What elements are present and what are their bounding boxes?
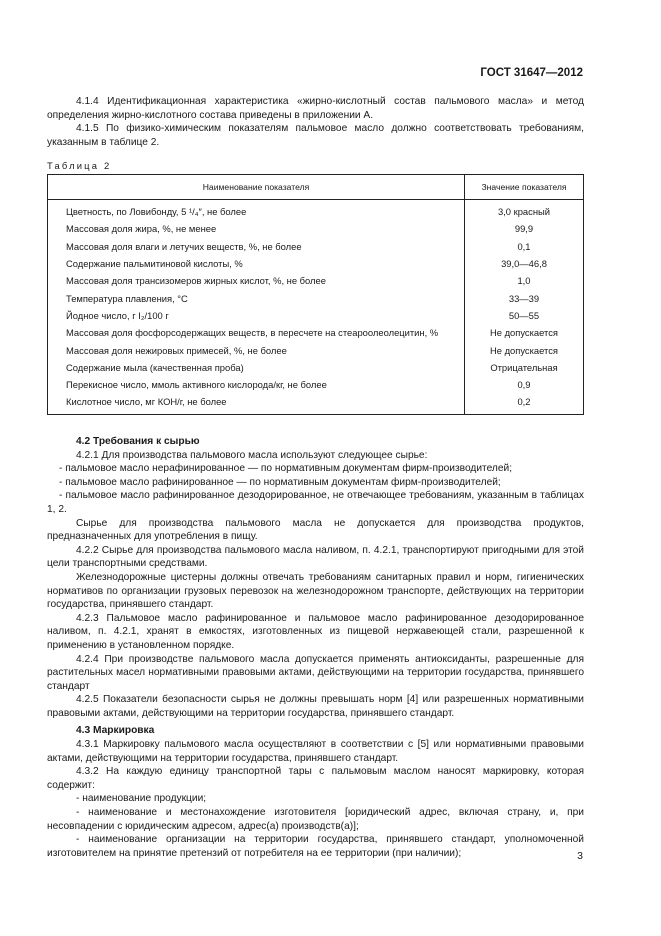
paragraph: 4.2.4 При производстве пальмового масла допускается применять антиоксиданты, разрешенные для растительных масел нормативными правовыми актами, действующими на территории государства, принявшего стандарт — [47, 653, 584, 692]
table-body — [48, 200, 584, 415]
paragraph: - наименование организации на территории государства, принявшего стандарт, уполномоченной изготовителем на принятие претензий от потребителя на ее территории (при наличии); — [47, 834, 584, 859]
paragraph: - наименование продукции; — [76, 793, 207, 805]
indicator-name: Массовая доля фосфорсодержащих веществ, в пересчете на стеароолеолецитин, % — [48, 324, 465, 341]
table-row — [48, 272, 584, 289]
paragraph: 4.3.1 Маркировку пальмового масла осуществляют в соответствии с [5] или нормативными правовыми актами, действующими на территории государства, принявшего стандарт. — [47, 739, 584, 764]
main-text — [47, 431, 584, 860]
indicator-value: 0,1 — [465, 238, 584, 255]
paragraph: Железнодорожные цистерны должны отвечать требованиям санитарных правил и норм, гигиенических нормативов по организации грузовых перевозок на железнодорожном транспорте, действующих на территории государства, принявшего стандарт. — [47, 571, 584, 611]
indicator-value: 3,0 красный — [465, 200, 584, 221]
indicator-value: 1,0 — [465, 272, 584, 289]
paragraph: 4.2.1 Для производства пальмового масла используют следующее сырье: — [76, 449, 428, 461]
table-row — [48, 255, 584, 272]
indicator-name: Массовая доля нежировых примесей, %, не более — [48, 341, 465, 358]
section-title-4-3: 4.3 Маркировка — [76, 725, 155, 737]
indicator-value: 0,9 — [465, 376, 584, 393]
column-header-name: Наименование показателя — [48, 175, 465, 200]
table-header-row — [48, 175, 584, 200]
section-title-4-2: 4.2 Требования к сырью — [76, 436, 200, 447]
table-row — [48, 376, 584, 393]
paragraph: 4.2.5 Показатели безопасности сырья не должны превышать норм [4] или разрешенных нормативными правовыми актами, действующими на территории государства, принявшего стандарт. — [47, 694, 584, 719]
indicator-name: Цветность, по Ловибонду, 5 ¹/₄″, не более — [48, 200, 465, 221]
indicator-name: Массовая доля жира, %, не менее — [48, 220, 465, 237]
indicator-value: Не допускается — [465, 324, 584, 341]
indicator-value: 39,0—46,8 — [465, 255, 584, 272]
indicator-value: Не допускается — [465, 341, 584, 358]
table-caption: Таблица 2 — [47, 160, 112, 171]
table-row — [48, 324, 584, 341]
column-header-value: Значение показателя — [465, 175, 584, 200]
table-row — [48, 200, 584, 221]
indicator-value: Отрицательная — [465, 359, 584, 376]
intro-text — [47, 95, 584, 149]
indicator-name: Содержание мыла (качественная проба) — [48, 359, 465, 376]
indicator-name: Кислотное число, мг КОН/г, не более — [48, 393, 465, 414]
table-2 — [47, 174, 584, 415]
paragraph: - пальмовое масло нерафинированное — по нормативным документам фирм-производителей; — [59, 463, 513, 475]
table-row — [48, 238, 584, 255]
document-header: ГОСТ 31647—2012 — [480, 67, 583, 79]
indicator-name: Содержание пальмитиновой кислоты, % — [48, 255, 465, 272]
table-row — [48, 359, 584, 376]
paragraph: - пальмовое масло рафинированное дезодорированное, не отвечающее требованиям, указанным в таблицах 1, 2. — [47, 490, 584, 515]
table-row — [48, 220, 584, 237]
table-row — [48, 289, 584, 306]
indicator-value: 33—39 — [465, 289, 584, 306]
indicator-value: 0,2 — [465, 393, 584, 414]
indicator-name: Массовая доля влаги и летучих веществ, %, не более — [48, 238, 465, 255]
indicator-name: Перекисное число, ммоль активного кислорода/кг, не более — [48, 376, 465, 393]
indicator-name: Йодное число, г I₂/100 г — [48, 307, 465, 324]
paragraph: 4.2.3 Пальмовое масло рафинированное и пальмовое масло рафинированное дезодорированное наливом, п. 4.2.1, хранят в емкостях, изготовленных из пищевой нержавеющей стали, разрешенной к применению в установленном порядке. — [47, 612, 584, 651]
paragraph: - наименование и местонахождение изготовителя [юридический адрес, включая страну, и, при несовпадении с юридическим адресом, адрес(а) производств(а)]; — [47, 807, 584, 832]
section-4-3 — [47, 738, 584, 860]
table-row — [48, 341, 584, 358]
section-4-2 — [47, 449, 584, 721]
table-row — [48, 393, 584, 414]
indicator-name: Температура плавления, °С — [48, 289, 465, 306]
indicator-value: 50—55 — [465, 307, 584, 324]
indicator-value: 99,9 — [465, 220, 584, 237]
page-number: 3 — [577, 850, 583, 862]
paragraph-4-1-5: 4.1.5 По физико-химическим показателям пальмовое масло должно соответствовать требованиям, указанным в таблице 2. — [47, 123, 584, 148]
paragraph-4-1-4: 4.1.4 Идентификационная характеристика «жирно-кислотный состав пальмового масла» и метод определения жирно-кислотного состава приведены в приложении А. — [47, 96, 584, 121]
paragraph: 4.2.2 Сырье для производства пальмового масла наливом, п. 4.2.1, транспортируют пригодными для этой цели транспортными средствами. — [47, 544, 584, 570]
paragraph: Сырье для производства пальмового масла не допускается для производства продуктов, предназначенных для употребления в пищу. — [47, 517, 584, 543]
paragraph: 4.3.2 На каждую единицу транспортной тары с пальмовым маслом наносят маркировку, которая содержит: — [47, 766, 584, 791]
indicator-name: Массовая доля трансизомеров жирных кислот, %, не более — [48, 272, 465, 289]
paragraph: - пальмовое масло рафинированное — по нормативным документам фирм-производителей; — [59, 476, 501, 488]
table-row — [48, 307, 584, 324]
